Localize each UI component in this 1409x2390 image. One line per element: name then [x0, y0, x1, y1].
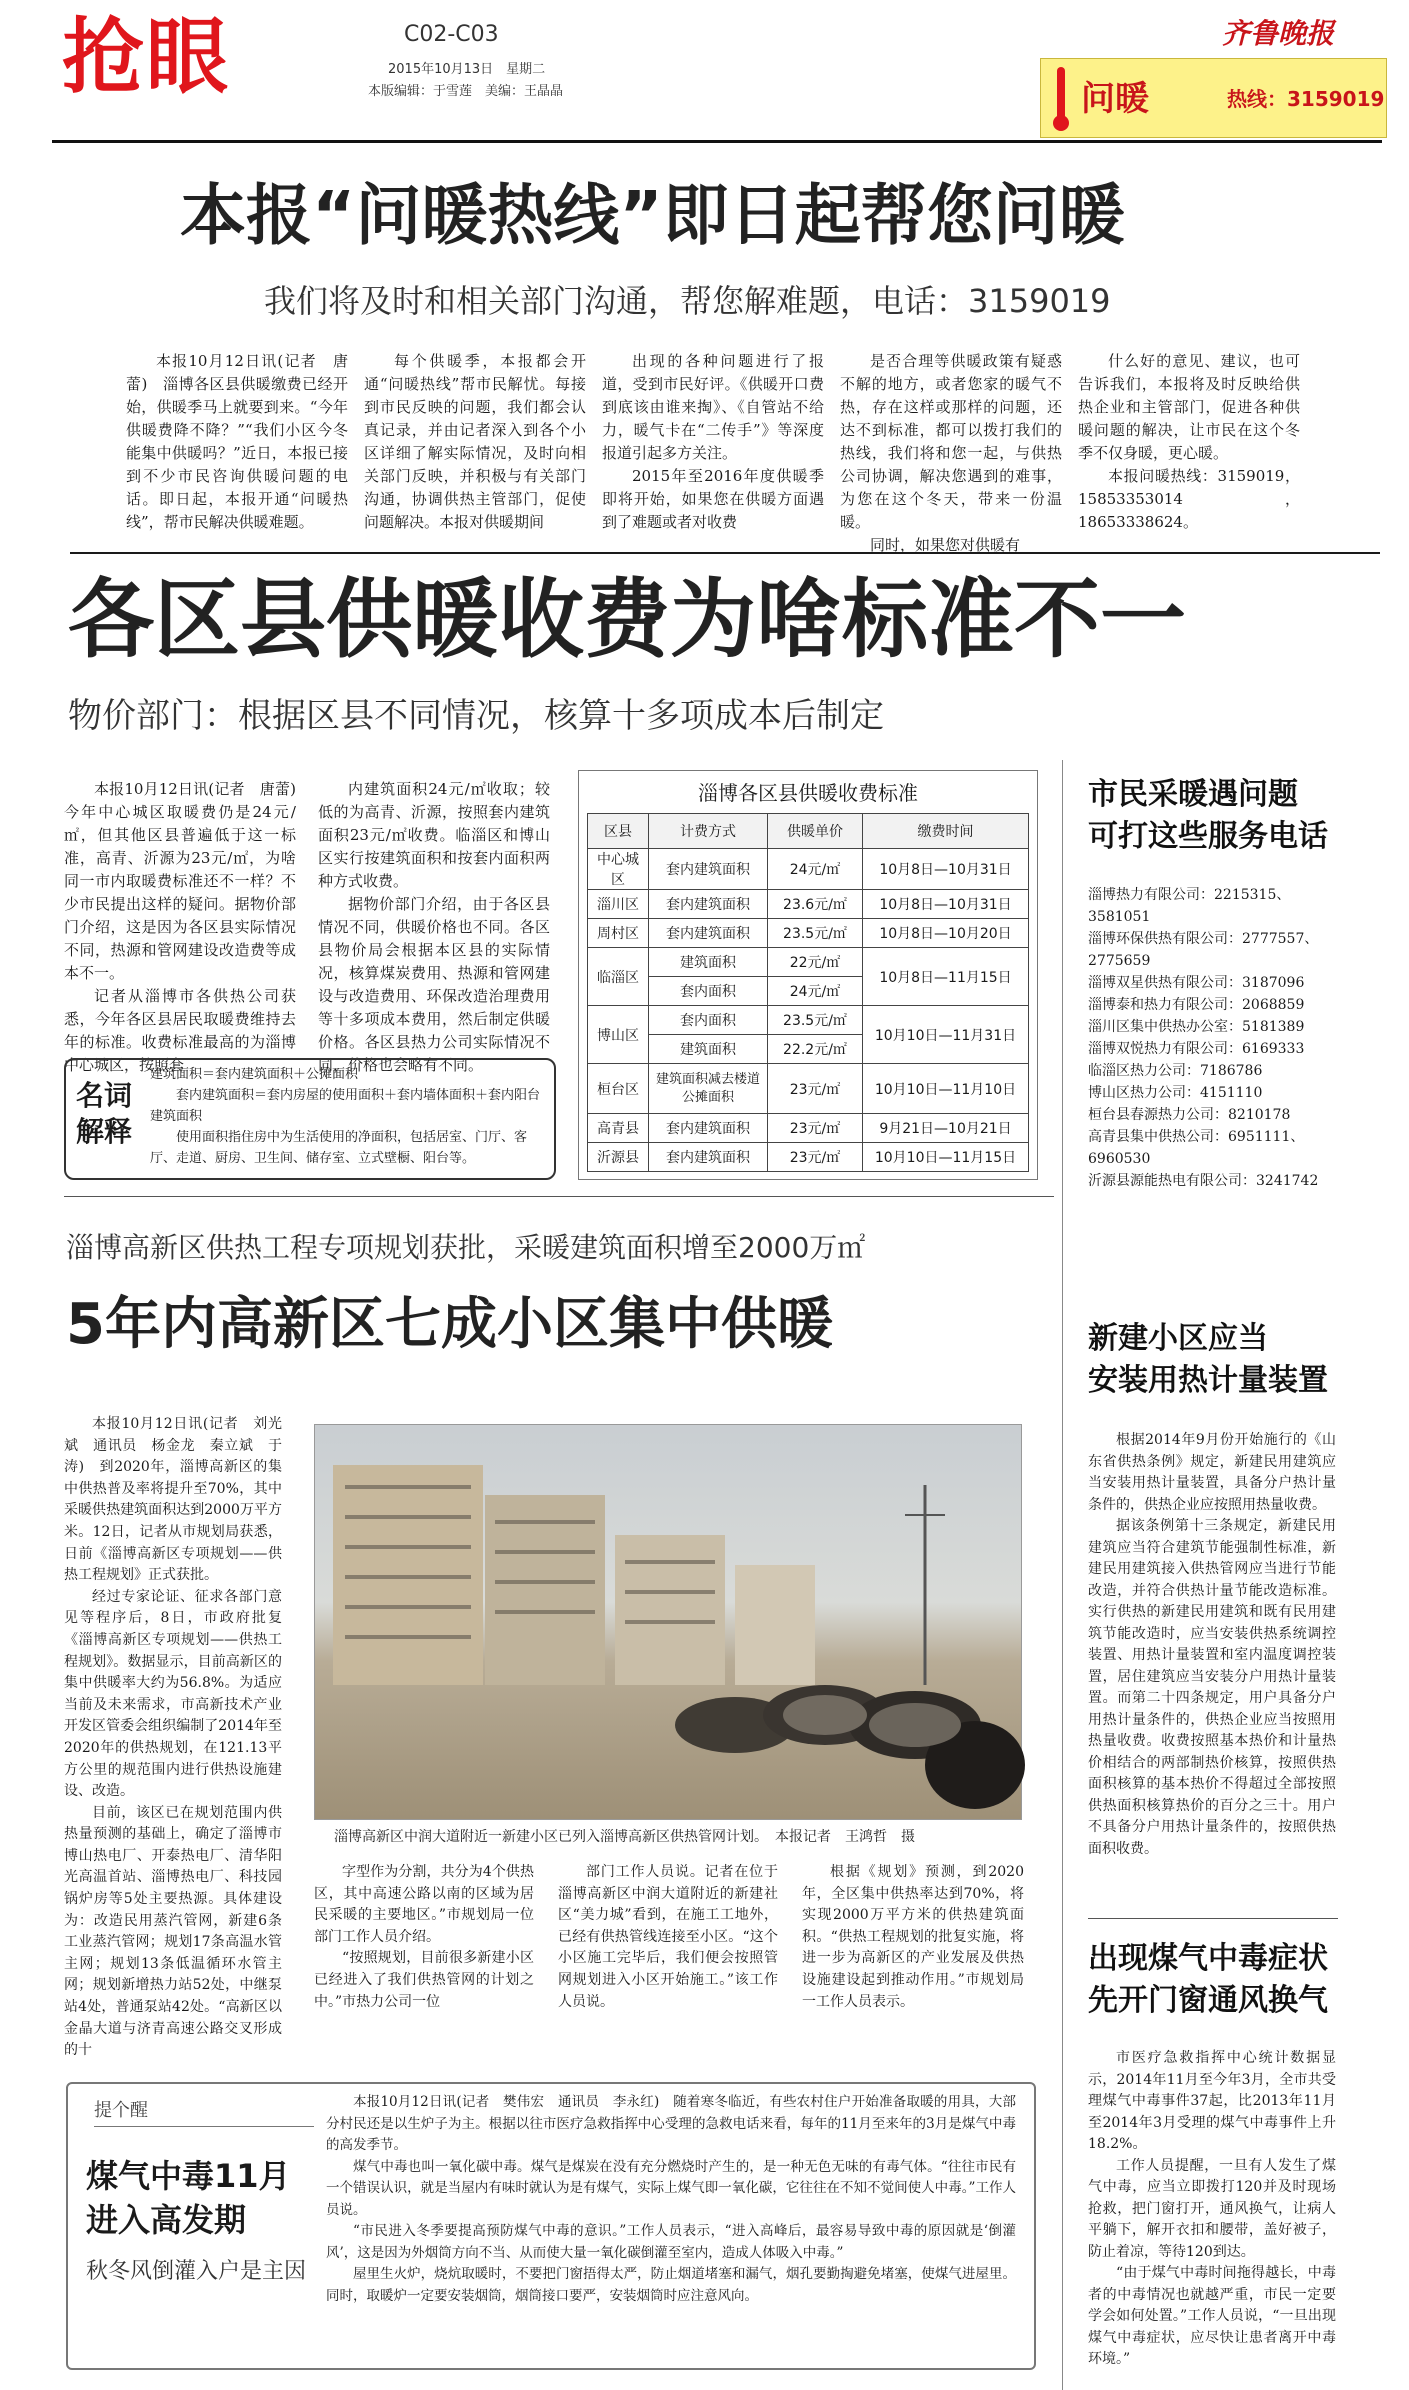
fee-table-title: 淄博各区县供暖收费标准: [698, 781, 918, 805]
story1-col-3: [602, 350, 824, 540]
glossary-line-2: 套内建筑面积＝套内房屋的使用面积＋套内墙体面积＋套内阳台建筑面积: [150, 1088, 541, 1124]
story3-col2-text: 字型作为分割，共分为4个供热区，其中高速公路以南的区域为居民采暖的主要地区。”市规划局一位部门工作人员介绍。: [314, 1864, 534, 1945]
fee-period: 9月21日—10月21日: [863, 1114, 1029, 1143]
story3-col1-text: 本报10月12日讯(记者 刘光斌 通讯员 杨金龙 秦立斌 于涛) 到2020年，淄博高新区的集中供热普及率将提升至70%，其中采暖供热建筑面积达到2000万平方米。12日，记者从市规划局获悉，日前《淄博高新区专项规划——供热工程规划》正式获批。: [64, 1416, 282, 1584]
phones-heading-1: 市民采暖遇问题: [1088, 777, 1298, 812]
story2-subhead: 物价部门：根据区县不同情况，核算十多项成本后制定: [68, 696, 884, 736]
story3-col-2: [314, 1862, 534, 2034]
story3-col1c-text: 目前，该区已在规划范围内供热量预测的基础上，确定了淄博市博山热电厂、开泰热电厂、清华阳光高温首站、淄博热电厂、科技园锅炉房等5处主要热源。具体建设为：改造民用蒸汽管网，新建6条工业蒸汽管网；规划17条高温水管主网；规划13条低温循环水管主网；规划新增热力站52处，中继泵站4处，普通泵站42处。“高新区以金晶大道与济青高速公路交叉形成的十: [64, 1804, 282, 2059]
phone-item: 淄博双悦热力有限公司：6169333: [1088, 1041, 1305, 1057]
sidebar-divider: [1062, 760, 1063, 2390]
glossary-title: 名词解释: [76, 1079, 133, 1148]
story3-headline: 5年内高新区七成小区集中供暖: [66, 1292, 833, 1357]
phone-item: 高青县集中供热公司：6951111、6960530: [1088, 1129, 1305, 1167]
phone-list: [1088, 884, 1338, 1192]
story1-col1-text: 本报10月12日讯(记者 唐蕾) 淄博各区县供暖缴费已经开始，供暖季马上就要到来。“今年供暖费降不降？”“我们小区今冬能集中供暖吗？”近日，本报已接到不少市民咨询供暖问题的电话。即日起，本报开通“问暖热线”，帮市民解决供暖难题。: [126, 352, 348, 531]
story1-headline: 本报“问暖热线”即日起帮您问暖: [180, 177, 1125, 254]
fee-method: 套内建筑面积: [649, 849, 768, 890]
story4-body: [326, 2092, 1016, 2362]
story3-col-4: [802, 1862, 1024, 2034]
table-row: [588, 1114, 1029, 1143]
meter-body: [1088, 1430, 1336, 1890]
gas-heading-1: 出现煤气中毒症状: [1088, 1941, 1328, 1976]
issue-date: 2015年10月13日 星期二: [388, 62, 546, 77]
fee-price: 24元/㎡: [768, 977, 863, 1006]
fee-table-header-row: [588, 814, 1029, 849]
thermometer-icon: [1057, 67, 1065, 121]
fee-period: 10月8日—11月15日: [863, 948, 1029, 1006]
phone-item: 淄博双星供热有限公司：3187096: [1088, 975, 1305, 991]
phones-heading-2: 可打这些服务电话: [1088, 819, 1328, 854]
photo-caption: 淄博高新区中润大道附近一新建小区已列入淄博高新区供热管网计划。 本报记者 王鸿哲 摄: [334, 1829, 915, 1845]
story1-col3-text: 出现的各种问题进行了报道，受到市民好评。《供暖开口费到底该由谁来掏》、《自管站不给力，暖气卡在“二传手”》等深度报道引起多方关注。: [602, 352, 824, 462]
fee-price: 23.6元/㎡: [768, 890, 863, 919]
fee-method: 套内建筑面积: [649, 1143, 768, 1172]
editors-credit: 本版编辑：于雪莲 美编：王晶晶: [368, 84, 564, 99]
table-row: [588, 1006, 1029, 1035]
meter-p1: 根据2014年9月份开始施行的《山东省供热条例》规定，新建民用建筑应当安装用热计量装置，具备分户热计量条件的，供热企业应按照用热量收费。: [1088, 1432, 1336, 1513]
story1-rule: [70, 552, 1380, 554]
fee-period: 10月10日—11月15日: [863, 1143, 1029, 1172]
table-row: [588, 1064, 1029, 1114]
gas-p2: 工作人员提醒，一旦有人发生了煤气中毒，应当立即拨打120并及时现场抢救，把门窗打开，通风换气，让病人平躺下，解开衣扣和腰带，盖好被子，防止着凉，等待120到达。: [1088, 2157, 1336, 2260]
story3-col-3: [558, 1862, 778, 2034]
construction-photo: [314, 1424, 1022, 1820]
page-range: C02-C03: [404, 22, 499, 47]
glossary-body: [150, 1064, 542, 1169]
construction-scene: [315, 1425, 1021, 1819]
fee-price: 22元/㎡: [768, 948, 863, 977]
hotline-label: 问暖: [1081, 79, 1149, 119]
fee-period: 10月10日—11月31日: [863, 1006, 1029, 1064]
story1-col5-text: 什么好的意见、建议，也可告诉我们，本报将及时反映给供热企业和主管部门，促进各种供暖问题的解决，让市民在这个冬季不仅身暖，更心暖。: [1078, 352, 1300, 462]
meter-heading-1: 新建小区应当: [1088, 1321, 1268, 1356]
gas-p3: “由于煤气中毒时间拖得越长，中毒者的中毒情况也就越严重，市民一定要学会如何处置。”工作人员说，“一旦出现煤气中毒症状，应尽快让患者离开中毒环境。”: [1088, 2265, 1336, 2367]
gas-body: [1088, 2048, 1336, 2368]
fee-period: 10月10日—11月10日: [863, 1064, 1029, 1114]
fee-table-header: 缴费时间: [863, 814, 1029, 849]
table-row: [588, 849, 1029, 890]
gas-heading-2: 先开门窗通风换气: [1088, 1983, 1328, 2018]
hotline-number: 热线：3159019: [1227, 87, 1385, 111]
phone-item: 淄博热力有限公司：2215315、3581051: [1088, 887, 1291, 925]
fee-period: 10月8日—10月31日: [863, 890, 1029, 919]
reminder-tag: 提个醒: [94, 2096, 314, 2127]
masthead-rule: [52, 140, 1382, 143]
section-name-logo: 抢眼: [62, 10, 231, 105]
table-row: [588, 948, 1029, 977]
fee-method: 建筑面积减去楼道公摊面积: [649, 1064, 768, 1114]
fee-period: 10月8日—10月20日: [863, 919, 1029, 948]
fee-price: 23元/㎡: [768, 1064, 863, 1114]
story1-col3b-text: 2015年至2016年度供暖季即将开始，如果您在供暖方面遇到了难题或者对收费: [602, 467, 824, 531]
fee-method: 建筑面积: [649, 948, 768, 977]
story1-col4-text: 是否合理等供暖政策有疑惑不解的地方，或者您家的暖气不热，存在这样或那样的问题，还达不到标准，都可以拨打我们的热线，我们将和您一起，与供热公司协调，解决您遇到的难事，为您在这个冬天，带来一份温暖。: [840, 352, 1062, 531]
story2-col-2: [318, 778, 550, 1074]
fee-price: 22.2元/㎡: [768, 1035, 863, 1064]
story2-col-1: [64, 778, 312, 1074]
fee-method: 套内建筑面积: [649, 1114, 768, 1143]
story1-col2-text: 每个供暖季，本报都会开通“问暖热线”帮市民解忧。每接到市民反映的问题，我们都会认真记录，并由记者深入到各个小区详细了解实际情况，及时向相关部门反映，并积极与有关部门沟通，协调供热主管部门，促使问题解决。本报对供暖期间: [364, 352, 586, 531]
fee-table-header: 供暖单价: [768, 814, 863, 849]
phone-item: 淄川区集中供热办公室：5181389: [1088, 1019, 1305, 1035]
fee-price: 23.5元/㎡: [768, 1006, 863, 1035]
fee-table-box: [578, 770, 1038, 1180]
paper-logo: 齐鲁晚报: [1222, 17, 1335, 50]
story4-headline-1: 煤气中毒11月: [86, 2157, 291, 2195]
thermometer-bulb-icon: [1053, 115, 1069, 131]
fee-price: 23.5元/㎡: [768, 919, 863, 948]
table-row: [588, 1143, 1029, 1172]
story3-col1b-text: 经过专家论证、征求各部门意见等程序后，8日，市政府批复《淄博高新区专项规划——供热工程规划》。数据显示，目前高新区的集中供暖率大约为56.8%。为适应当前及未来需求，市高新技术产业开发区管委会组织编制了2014年至2020年的供热规划，在121.13平方公里的规范围内进行供热设施建设、改造。: [64, 1588, 282, 1800]
fee-price: 23元/㎡: [768, 1143, 863, 1172]
hotline-banner: [1040, 58, 1387, 138]
meter-p2: 据该条例第十三条规定，新建民用建筑应当符合建筑节能强制性标准，新建民用建筑接入供热管网应当进行节能改造，并符合供热计量节能改造标准。实行供热的新建民用建筑和既有民用建筑节能改造时，应当安装供热系统调控装置、用热计量装置和室内温度调控装置，居住建筑应当安装分户用热计量装置。而第二十四条规定，用户具备分户用热计量条件的，供热企业应当按照用热量收费。收费按照基本热价和计量热价相结合的两部制热价核算，按照供热面积核算的基本热价不得超过全部按照供热面积核算热价的百分之三十。用户不具备分户用热计量条件的，按照供热面积收费。: [1088, 1518, 1336, 1857]
fee-district: 临淄区: [588, 948, 649, 1006]
gas-warning-box: [66, 2082, 1036, 2370]
story2-col2b-text: 据物价部门介绍，由于各区县情况不同，供暖价格也不同。各区县物价局会根据本区县的实际情况，核算煤炭费用、热源和管网建设与改造费用、环保改造治理费用等十多项成本费用，然后制定供暖价格。各区县热力公司实际情况不同，价格也会略有不同。: [318, 895, 550, 1074]
story1-col5b-text: 本报问暖热线：3159019，15853353014，18653338624。: [1078, 467, 1300, 531]
story1-col-4: [840, 350, 1062, 554]
story2-col1-text: 本报10月12日讯(记者 唐蕾) 今年中心城区取暖费仍是24元/㎡，但其他区县普遍低于这一标准，高青、沂源为23元/㎡，为啥同一市内取暖费标准还不一样？不少市民提出这样的疑问。据物价部门介绍，这是因为各区县实际情况不同，热源和管网建设改造费等成本不一。: [64, 780, 312, 982]
phone-item: 桓台县春源热力公司：8210178: [1088, 1107, 1291, 1123]
phone-item: 沂源县源能热电有限公司：3241742: [1088, 1173, 1319, 1189]
fee-method: 套内建筑面积: [649, 890, 768, 919]
story1-col4b-text: 同时，如果您对供暖有: [870, 536, 1021, 554]
fee-table-header: 计费方式: [649, 814, 768, 849]
story4-p3: “市民进入冬季要提高预防煤气中毒的意识。”工作人员表示，“进入高峰后，最容易导致中毒的原因就是‘倒灌风’，这是因为外烟筒方向不当、从而使大量一氧化碳倒灌至室内，造成人体吸入中毒。”: [326, 2223, 1016, 2261]
story3-col-1: [64, 1414, 282, 2059]
meter-heading-2: 安装用热计量装置: [1088, 1363, 1328, 1398]
story4-p2: 煤气中毒也叫一氧化碳中毒。煤气是煤炭在没有充分燃烧时产生的，是一种无色无味的有毒气体。“往往市民有一个错误认识，就是当屋内有味时就认为是有煤气，实际上煤气即一氧化碳，它往往在不知不觉间使人中毒。”工作人员说。: [326, 2158, 1016, 2218]
phone-item: 博山区热力公司：4151110: [1088, 1085, 1263, 1101]
fee-district: 高青县: [588, 1114, 649, 1143]
story4-subhead: 秋冬风倒灌入户是主因: [86, 2259, 307, 2284]
story1-col-5: [1078, 350, 1300, 540]
story2-headline: 各区县供暖收费为啥标准不一: [68, 570, 1186, 670]
story3-col2b-text: “按照规划，目前很多新建小区已经进入了我们供热管网的计划之中。”市热力公司一位: [314, 1950, 534, 2010]
story2-col1b-text: 记者从淄博市各供热公司获悉，今年各区县居民取暖费维持去年的标准。收费标准最高的为淄博中心城区，按照套: [64, 987, 296, 1074]
story4-headline-2: 进入高发期: [86, 2201, 247, 2239]
story3-col3-text: 部门工作人员说。记者在位于淄博高新区中润大道附近的新建社区“美力城”看到，在施工工地外，已经有供热管线连接至小区。“这个小区施工完毕后，我们便会按照管网规划进入小区开始施工。”该工作人员说。: [558, 1864, 778, 2010]
fee-price: 24元/㎡: [768, 849, 863, 890]
story2-col2-text: 内建筑面积24元/㎡收取；较低的为高青、沂源，按照套内建筑面积23元/㎡收费。临淄区和博山区实行按建筑面积和按套内面积两种方式收费。: [318, 780, 550, 890]
glossary-line-1: 建筑面积＝套内建筑面积＋公摊面积: [150, 1067, 359, 1082]
fee-price: 23元/㎡: [768, 1114, 863, 1143]
story1-subhead: 我们将及时和相关部门沟通，帮您解难题，电话：3159019: [264, 282, 1111, 320]
fee-district: 博山区: [588, 1006, 649, 1064]
fee-district: 周村区: [588, 919, 649, 948]
story3-kicker: 淄博高新区供热工程专项规划获批，采暖建筑面积增至2000万㎡: [66, 1231, 866, 1264]
table-row: [588, 890, 1029, 919]
fee-method: 建筑面积: [649, 1035, 768, 1064]
story3-col4-text: 根据《规划》预测，到2020年，全区集中供热率达到70%，将实现2000万平方米的供热建筑面积。“供热工程规划的批复实施，将进一步为高新区的产业发展及供热设施建设起到推动作用。”市规划局一工作人员表示。: [802, 1864, 1024, 2010]
fee-method: 套内建筑面积: [649, 919, 768, 948]
fee-method: 套内面积: [649, 977, 768, 1006]
phone-item: 临淄区热力公司：7186786: [1088, 1063, 1263, 1079]
fee-district: 淄川区: [588, 890, 649, 919]
building: [735, 1565, 815, 1685]
fee-district: 沂源县: [588, 1143, 649, 1172]
story1-col-1: [126, 350, 348, 540]
sidebar-gas-rule: [1088, 1918, 1338, 1919]
gas-p1: 市医疗急救指挥中心统计数据显示，2014年11月至今年3月，全市共受理煤气中毒事件37起，比2013年11月至2014年3月受理的煤气中毒事件上升18.2%。: [1088, 2050, 1336, 2152]
fee-method: 套内面积: [649, 1006, 768, 1035]
fee-district: 桓台区: [588, 1064, 649, 1114]
building: [615, 1535, 725, 1685]
story4-p4: 屋里生火炉，烧炕取暖时，不要把门窗捂得太严，防止烟道堵塞和漏气，烟孔要勤掏避免堵塞，使煤气进屋里。同时，取暖炉一定要安装烟筒，烟筒接口要严，安装烟筒时应注意风向。: [326, 2266, 1016, 2304]
fee-district: 中心城区: [588, 849, 649, 890]
glossary-line-3: 使用面积指住房中为生活使用的净面积，包括居室、门厅、客厅、走道、厨房、卫生间、储存室、立式壁橱、阳台等。: [150, 1130, 528, 1166]
fee-table: [587, 813, 1029, 1172]
story1-col-2: [364, 350, 586, 540]
phone-item: 淄博环保供热有限公司：2777557、2775659: [1088, 931, 1319, 969]
fee-period: 10月8日—10月31日: [863, 849, 1029, 890]
story2-rule: [64, 1196, 1054, 1197]
phone-item: 淄博泰和热力有限公司：2068859: [1088, 997, 1305, 1013]
fee-table-header: 区县: [588, 814, 649, 849]
story4-p1: 本报10月12日讯(记者 樊伟宏 通讯员 李永红) 随着寒冬临近，有些农村住户开始准备取暖的用具，大部分村民还是以生炉子为主。根据以往市医疗急救指挥中心受理的急救电话来看，每年的11月至来年的3月是煤气中毒的高发季节。: [326, 2094, 1016, 2153]
table-row: [588, 919, 1029, 948]
glossary-box: [64, 1058, 556, 1180]
